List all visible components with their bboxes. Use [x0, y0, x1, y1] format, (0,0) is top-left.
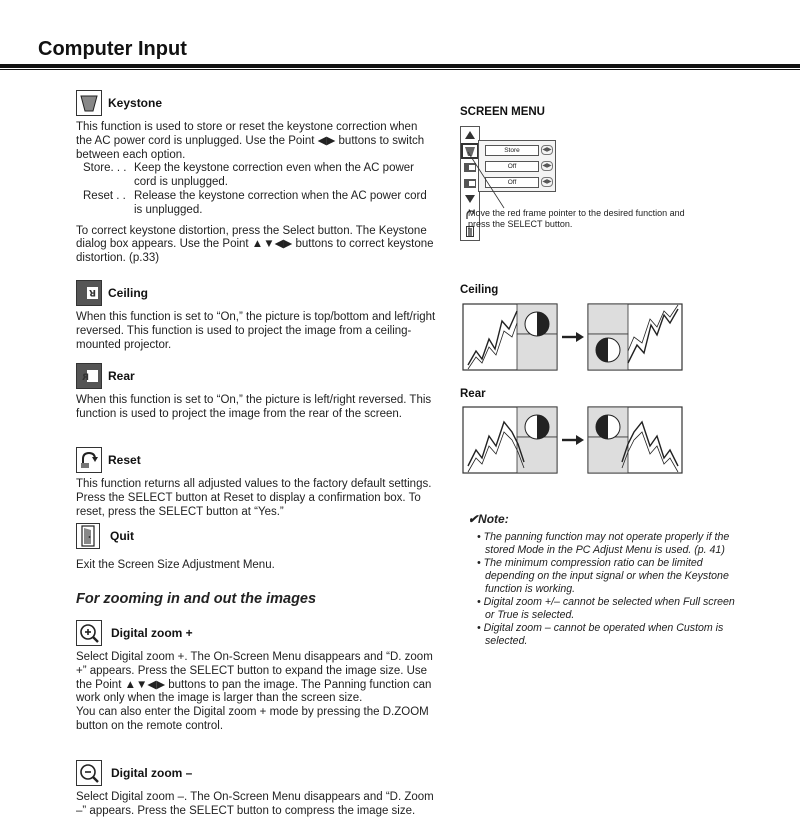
reset-body: This function returns all adjusted values to the factory default settings. Press the SELECT button at Reset to display a confirmation box. To reset, press the SELECT button at “Yes.”	[76, 478, 432, 518]
up-arrow-icon	[461, 127, 479, 143]
zoom-in-icon	[76, 620, 102, 646]
rear-value-field[interactable]: Off	[485, 177, 539, 188]
zoom-out-body: Select Digital zoom –. The On-Screen Menu disappears and “D. Zoom –” appears. Press the SELECT button to compress the image size.	[76, 791, 434, 817]
rear-body: When this function is set to “On,” the picture is left/right reversed. This function is used to project the image from the rear of the screen.	[76, 394, 432, 420]
zoom-heading: For zooming in and out the images	[76, 591, 317, 607]
zoom-in-body2: You can also enter the Digital zoom + mode by pressing the D.ZOOM button on the remote control.	[76, 706, 429, 732]
screen-menu-title: SCREEN MENU	[460, 106, 545, 118]
ceiling-diagram-label: Ceiling	[460, 284, 499, 296]
zoom-out-title: Digital zoom –	[111, 766, 193, 780]
svg-text:R: R	[82, 373, 89, 383]
left-right-arrows-icon[interactable]: ◀▶	[542, 179, 552, 185]
keystone-value-field[interactable]: Store	[485, 145, 539, 156]
quit-door-icon	[76, 523, 100, 549]
option-desc: Release the keystone correction when the AC power cord is unplugged.	[134, 189, 427, 216]
list-item: • Digital zoom +/– cannot be selected when Full screen or True is selected.	[477, 596, 735, 621]
section-quit	[76, 521, 436, 573]
section-keystone	[76, 88, 436, 266]
keystone-option-store	[76, 162, 436, 190]
menu-pointer-line	[464, 150, 524, 212]
keystone-icon	[76, 90, 102, 116]
option-desc: Keep the keystone correction even when the AC power cord is unplugged.	[134, 162, 415, 189]
rear-diagram-label: Rear	[460, 388, 486, 400]
quit-body: Exit the Screen Size Adjustment Menu.	[76, 559, 275, 571]
rear-diagram	[462, 406, 684, 476]
section-reset	[76, 445, 436, 519]
ceiling-body: When this function is set to “On,” the picture is top/bottom and left/right reversed. This function is used to project the image from a ceiling-mounted projector.	[76, 311, 436, 351]
zoom-in-body: Select Digital zoom +. The On-Screen Menu disappears and “D. zoom +” appears. Press the SELECT button to expand the image size. Use the Point ▲▼◀▶ buttons to pan the image. The Panning function can work only when the image is larger than the screen size.	[76, 651, 433, 705]
keystone-title: Keystone	[108, 96, 163, 110]
section-rear	[76, 361, 436, 422]
note-title: ✔Note:	[468, 512, 509, 526]
keystone-body2: To correct keystone distortion, press the Select button. The Keystone dialog box appears. Use the Point ▲▼◀▶ buttons to correct keystone distortion. (p.33)	[76, 224, 434, 265]
ceiling-value-field[interactable]: Off	[485, 161, 539, 172]
header-rule	[0, 64, 800, 68]
section-ceiling	[76, 278, 436, 352]
ceiling-title: Ceiling	[108, 286, 149, 300]
reset-title: Reset	[108, 453, 141, 467]
option-key: Store. . .	[83, 162, 127, 175]
quit-title: Quit	[110, 529, 134, 543]
section-digital-zoom-out	[76, 758, 436, 819]
section-digital-zoom-in	[76, 618, 436, 734]
zoom-in-title: Digital zoom +	[111, 626, 193, 640]
reset-icon	[76, 447, 102, 473]
list-item: • The panning function may not operate properly if the stored Mode in the PC Adjust Menu is used. (p. 41)	[477, 531, 730, 556]
header-rule-thin	[0, 69, 800, 70]
rear-icon	[76, 363, 102, 389]
left-right-arrows-icon[interactable]: ◀▶	[542, 147, 552, 153]
list-item: • The minimum compression ratio can be limited depending on the input signal or when the Keystone function is working.	[477, 557, 729, 595]
rear-title: Rear	[108, 369, 135, 383]
page-title: Computer Input	[38, 38, 187, 60]
svg-text:R: R	[89, 287, 96, 297]
option-key: Reset . .	[83, 189, 126, 202]
left-right-arrows-icon[interactable]: ◀▶	[542, 163, 552, 169]
screen-menu-caption: Move the red frame pointer to the desired function and press the SELECT button.	[468, 208, 685, 229]
keystone-option-reset	[76, 190, 436, 218]
ceiling-icon	[76, 280, 102, 306]
zoom-out-icon	[76, 760, 102, 786]
note-list	[476, 531, 746, 648]
list-item: • Digital zoom – cannot be operated when Custom is selected.	[477, 622, 724, 647]
keystone-body: This function is used to store or reset the keystone correction when the AC power cord is unplugged. Use the Point ◀▶ buttons to switch between each option.	[76, 121, 425, 161]
ceiling-diagram	[462, 303, 684, 373]
